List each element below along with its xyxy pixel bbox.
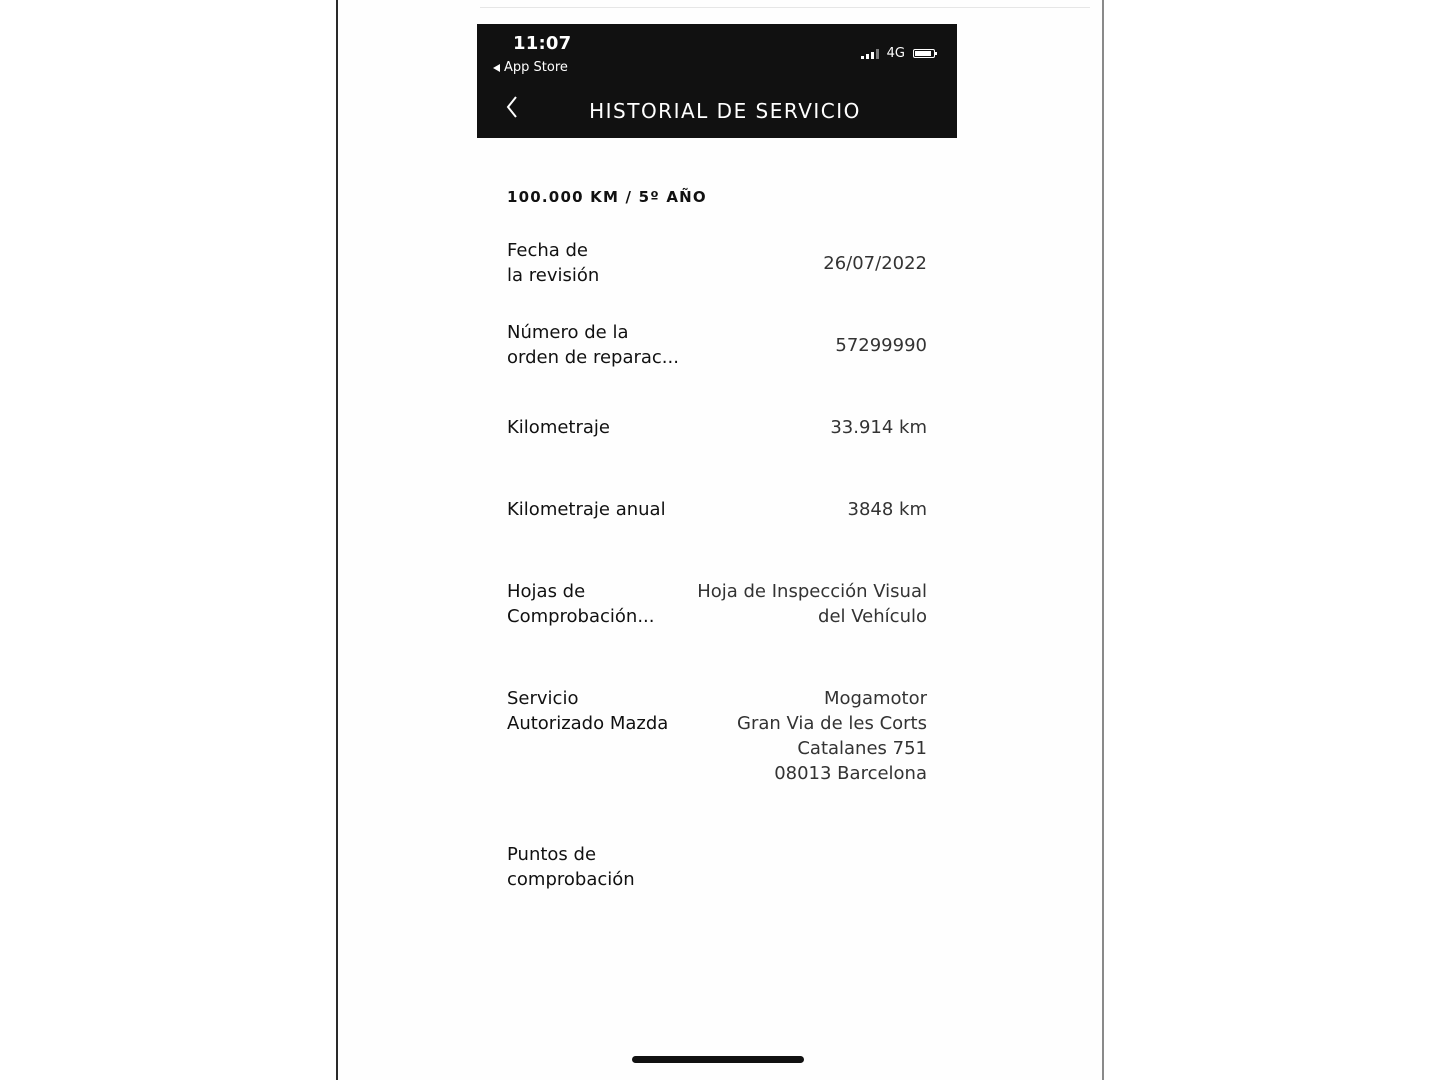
row-value xyxy=(667,579,927,629)
row-label xyxy=(507,842,707,892)
value-line: 08013 Barcelona xyxy=(774,763,927,784)
row-value xyxy=(667,251,927,276)
label-line: Puntos de xyxy=(507,844,597,865)
row-value xyxy=(667,333,927,358)
label-line: comprobación xyxy=(507,869,635,890)
row-value xyxy=(667,686,927,786)
value-line: 26/07/2022 xyxy=(823,253,927,274)
label-line: Kilometraje anual xyxy=(507,499,666,520)
label-line: Kilometraje xyxy=(507,417,610,438)
row-value xyxy=(667,497,927,522)
label-line: la revisión xyxy=(507,265,600,286)
value-line: Hoja de Inspección Visual xyxy=(697,581,927,602)
value-line: 33.914 km xyxy=(830,417,927,438)
signal-icon xyxy=(861,49,879,59)
label-line: Servicio xyxy=(507,688,579,709)
status-time: 11:07 xyxy=(513,33,572,54)
label-line: Fecha de xyxy=(507,240,588,261)
divider xyxy=(480,7,1090,8)
value-line: Gran Via de les Corts xyxy=(737,713,927,734)
value-line: del Vehículo xyxy=(818,606,927,627)
value-line: Mogamotor xyxy=(823,688,927,709)
section-title: 100.000 KM / 5º AÑO xyxy=(507,188,707,206)
battery-icon xyxy=(913,49,935,58)
page-title: HISTORIAL DE SERVICIO xyxy=(589,99,861,123)
value-line: 57299990 xyxy=(835,335,927,356)
value-line: 3848 km xyxy=(847,499,927,520)
label-line: Autorizado Mazda xyxy=(507,713,669,734)
label-line: Hojas de xyxy=(507,581,586,602)
row-value xyxy=(667,415,927,440)
phone-frame xyxy=(336,0,1104,1080)
label-line: Número de la xyxy=(507,322,629,343)
back-app-label: App Store xyxy=(504,60,568,75)
home-indicator[interactable] xyxy=(632,1056,804,1063)
label-line: Comprobación... xyxy=(507,606,655,627)
value-line: Catalanes 751 xyxy=(797,738,927,759)
back-to-app-store-link[interactable] xyxy=(493,60,568,75)
back-triangle-icon xyxy=(493,64,500,72)
app-header xyxy=(477,24,957,138)
label-line: orden de reparac... xyxy=(507,347,679,368)
network-label: 4G xyxy=(886,46,905,61)
status-indicators xyxy=(861,46,935,61)
